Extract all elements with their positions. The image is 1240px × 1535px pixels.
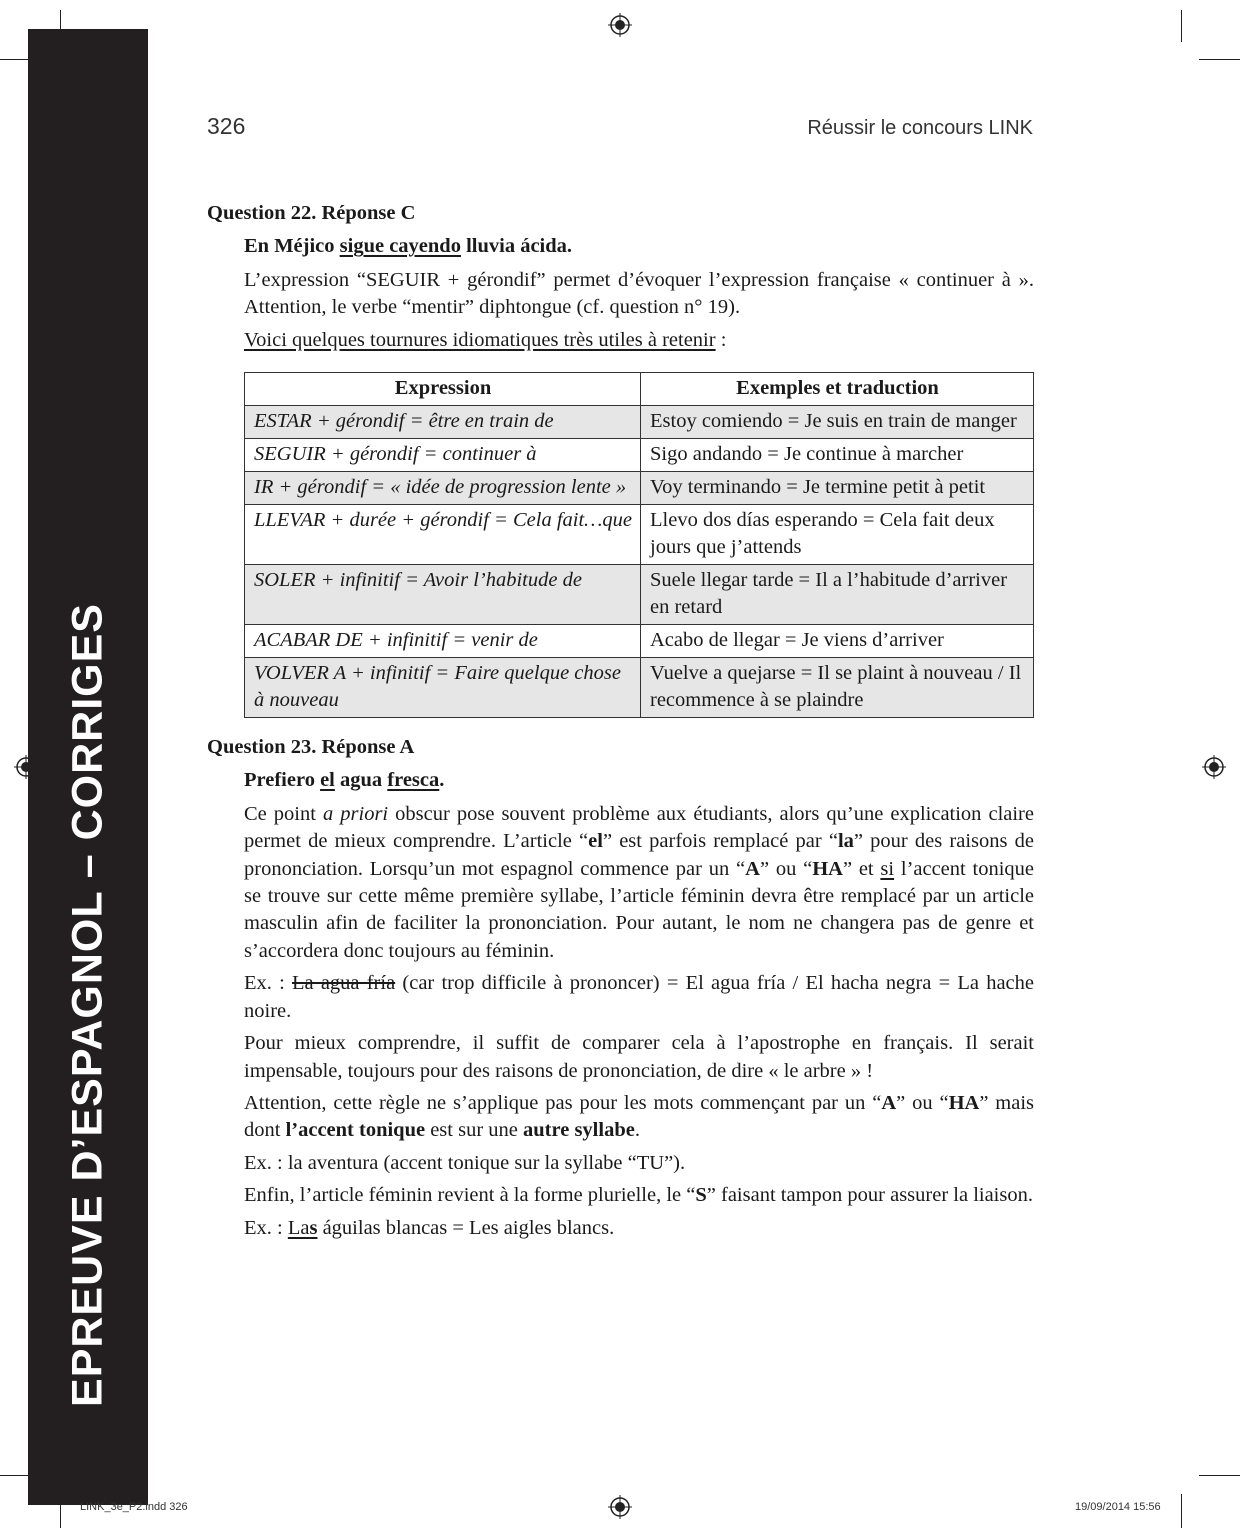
expression-cell: LLEVAR + durée + gérondif = Cela fait…que [245,505,641,565]
sentence-text: lluvia ácida. [460,235,573,258]
text-run: ” mais dont [244,1091,1034,1142]
tip-text: : [715,328,727,351]
bold-run: l’accent tonique [285,1119,426,1142]
question-22-explanation: L’expression “SEGUIR + gérondif” permet d’évoquer l’expression française « continuer à ». Attention, le verbe “mentir” diphtongue (cf. question n° 19). [244,268,1034,319]
text-run: obscur pose souvent problème aux étudiants, alors qu’une explication claire permet de mieux comprendre. L’article “ [244,802,1034,853]
italic-run: a priori [322,802,389,825]
text-run: ” ou “ [896,1091,949,1114]
table-row [245,625,1034,658]
text-run: ” pour des raisons de prononciation. Lorsqu’un mot espagnol commence par un “ [244,830,1034,880]
bold-run: HA [812,857,843,880]
text-run: ” faisant tampon pour assurer la liaison. [706,1184,1033,1207]
bold-run: autre syllabe [523,1119,635,1142]
text-run: Enfin, l’article féminin revient à la forme plurielle, le “ [244,1184,696,1207]
table-row [245,658,1034,718]
column-header-expression: Expression [245,373,641,406]
crop-mark [1181,1494,1182,1528]
text-run: est sur une [425,1119,524,1142]
rule-exception [244,1090,1034,1145]
example-cell: Llevo dos días esperando = Cela fait deux jours que j’attends [641,505,1034,565]
column-header-examples: Exemples et traduction [641,373,1034,406]
example-cell: Estoy comiendo = Je suis en train de manger [641,406,1034,439]
example-line-2: Ex. : la aventura (accent tonique sur la syllabe “TU”). [244,1151,686,1174]
table-header-row [245,373,1034,406]
text-run: l’accent tonique se trouve sur cette même première syllabe, l’article féminin devra être remplacé par un article masculin afin de faciliter la prononciation. Pour autant, le nom ne changera pas de genre et s’accordera donc toujours au féminin. [244,857,1034,962]
text-run: Ex. : [244,1216,288,1239]
registration-mark-icon [608,1495,632,1519]
expression-cell: ESTAR + gérondif = être en train de [245,406,641,439]
example-line-3 [244,1215,1034,1242]
question-23-explanation [244,801,1034,965]
side-band-title: EPREUVE D’ESPAGNOL – CORRIGES [63,603,112,1407]
question-22-tip [244,327,1034,354]
text-run: Attention, cette règle ne s’applique pas pour les mots commençant par un “ [244,1091,882,1114]
text-run: águilas blancas = Les aigles blancs. [317,1216,615,1239]
bold-run: A [881,1091,897,1114]
table-row [245,565,1034,625]
footer-file-slug: LINK_3e_P2.indd 326 [80,1501,188,1513]
text-run: ” est parfois remplacé par “ [602,830,838,853]
text-run: (car trop difficile à prononcer) = El agua fría / El hacha negra = La hache noire. [244,972,1034,1022]
sentence-underlined: el [320,769,335,792]
example-cell: Sigo andando = Je continue à marcher [641,439,1034,472]
sentence-text: En Méjico [244,235,340,258]
sentence-text: . [439,769,445,792]
plural-rule [244,1182,1034,1209]
text-run: Ex. : [244,972,292,995]
registration-mark-icon [608,13,632,37]
bold-run: la [837,830,854,853]
sentence-underlined: fresca [387,769,440,792]
table-row [245,406,1034,439]
bold-run: s [309,1216,318,1239]
page-content [207,200,1034,1247]
sentence-text: Prefiero [244,769,321,792]
expression-table [244,372,1034,718]
crop-mark [1199,1475,1240,1476]
text-run: La [287,1216,310,1239]
text-run: ” et [842,857,881,880]
text-run: Ce point [244,802,323,825]
strikethrough-run: La agua fría [292,972,396,995]
underlined-run: si [880,857,895,880]
sentence-underlined: sigue cayendo [339,235,461,258]
example-cell: Acabo de llegar = Je viens d’arriver [641,625,1034,658]
bold-run: A [745,857,760,880]
tip-underlined: Voici quelques tournures idiomatiques très utiles à retenir [244,328,716,351]
question-22-heading: Question 22. Réponse C [207,202,416,224]
underlined-run [288,1217,318,1239]
example-cell: Suele llegar tarde = Il a l’habitude d’arriver en retard [641,565,1034,625]
example-line-1 [244,970,1034,1025]
question-22-sentence [244,233,1034,260]
apostrophe-comparison: Pour mieux comprendre, il suffit de comparer cela à l’apostrophe en français. Il serait impensable, toujours pour des raisons de prononciation, de dire « le arbre » ! [244,1032,1034,1082]
text-run: . [634,1119,640,1142]
running-title: Réussir le concours LINK [807,117,1033,139]
bold-run: S [695,1184,707,1207]
table-row [245,439,1034,472]
registration-mark-icon [1202,755,1226,779]
expression-cell: ACABAR DE + infinitif = venir de [245,625,641,658]
bold-run: HA [948,1091,980,1114]
question-23-sentence [244,767,1034,794]
example-cell: Vuelve a quejarse = Il se plaint à nouveau / Il recommence à se plaindre [641,658,1034,718]
question-23-heading: Question 23. Réponse A [207,736,415,759]
page-number: 326 [207,113,246,139]
bold-run: el [588,830,603,853]
expression-cell: IR + gérondif = « idée de progression lente » [245,472,641,505]
expression-cell: VOLVER A + infinitif = Faire quelque chose à nouveau [245,658,641,718]
text-run: ” ou “ [759,857,813,880]
example-cell: Voy terminando = Je termine petit à petit [641,472,1034,505]
sentence-text: agua [334,769,388,792]
crop-mark [1181,10,1182,42]
crop-mark [1199,59,1240,60]
expression-cell: SOLER + infinitif = Avoir l’habitude de [245,565,641,625]
table-row [245,472,1034,505]
table-row [245,505,1034,565]
footer-date-slug: 19/09/2014 15:56 [1075,1501,1161,1513]
expression-cell: SEGUIR + gérondif = continuer à [245,439,641,472]
